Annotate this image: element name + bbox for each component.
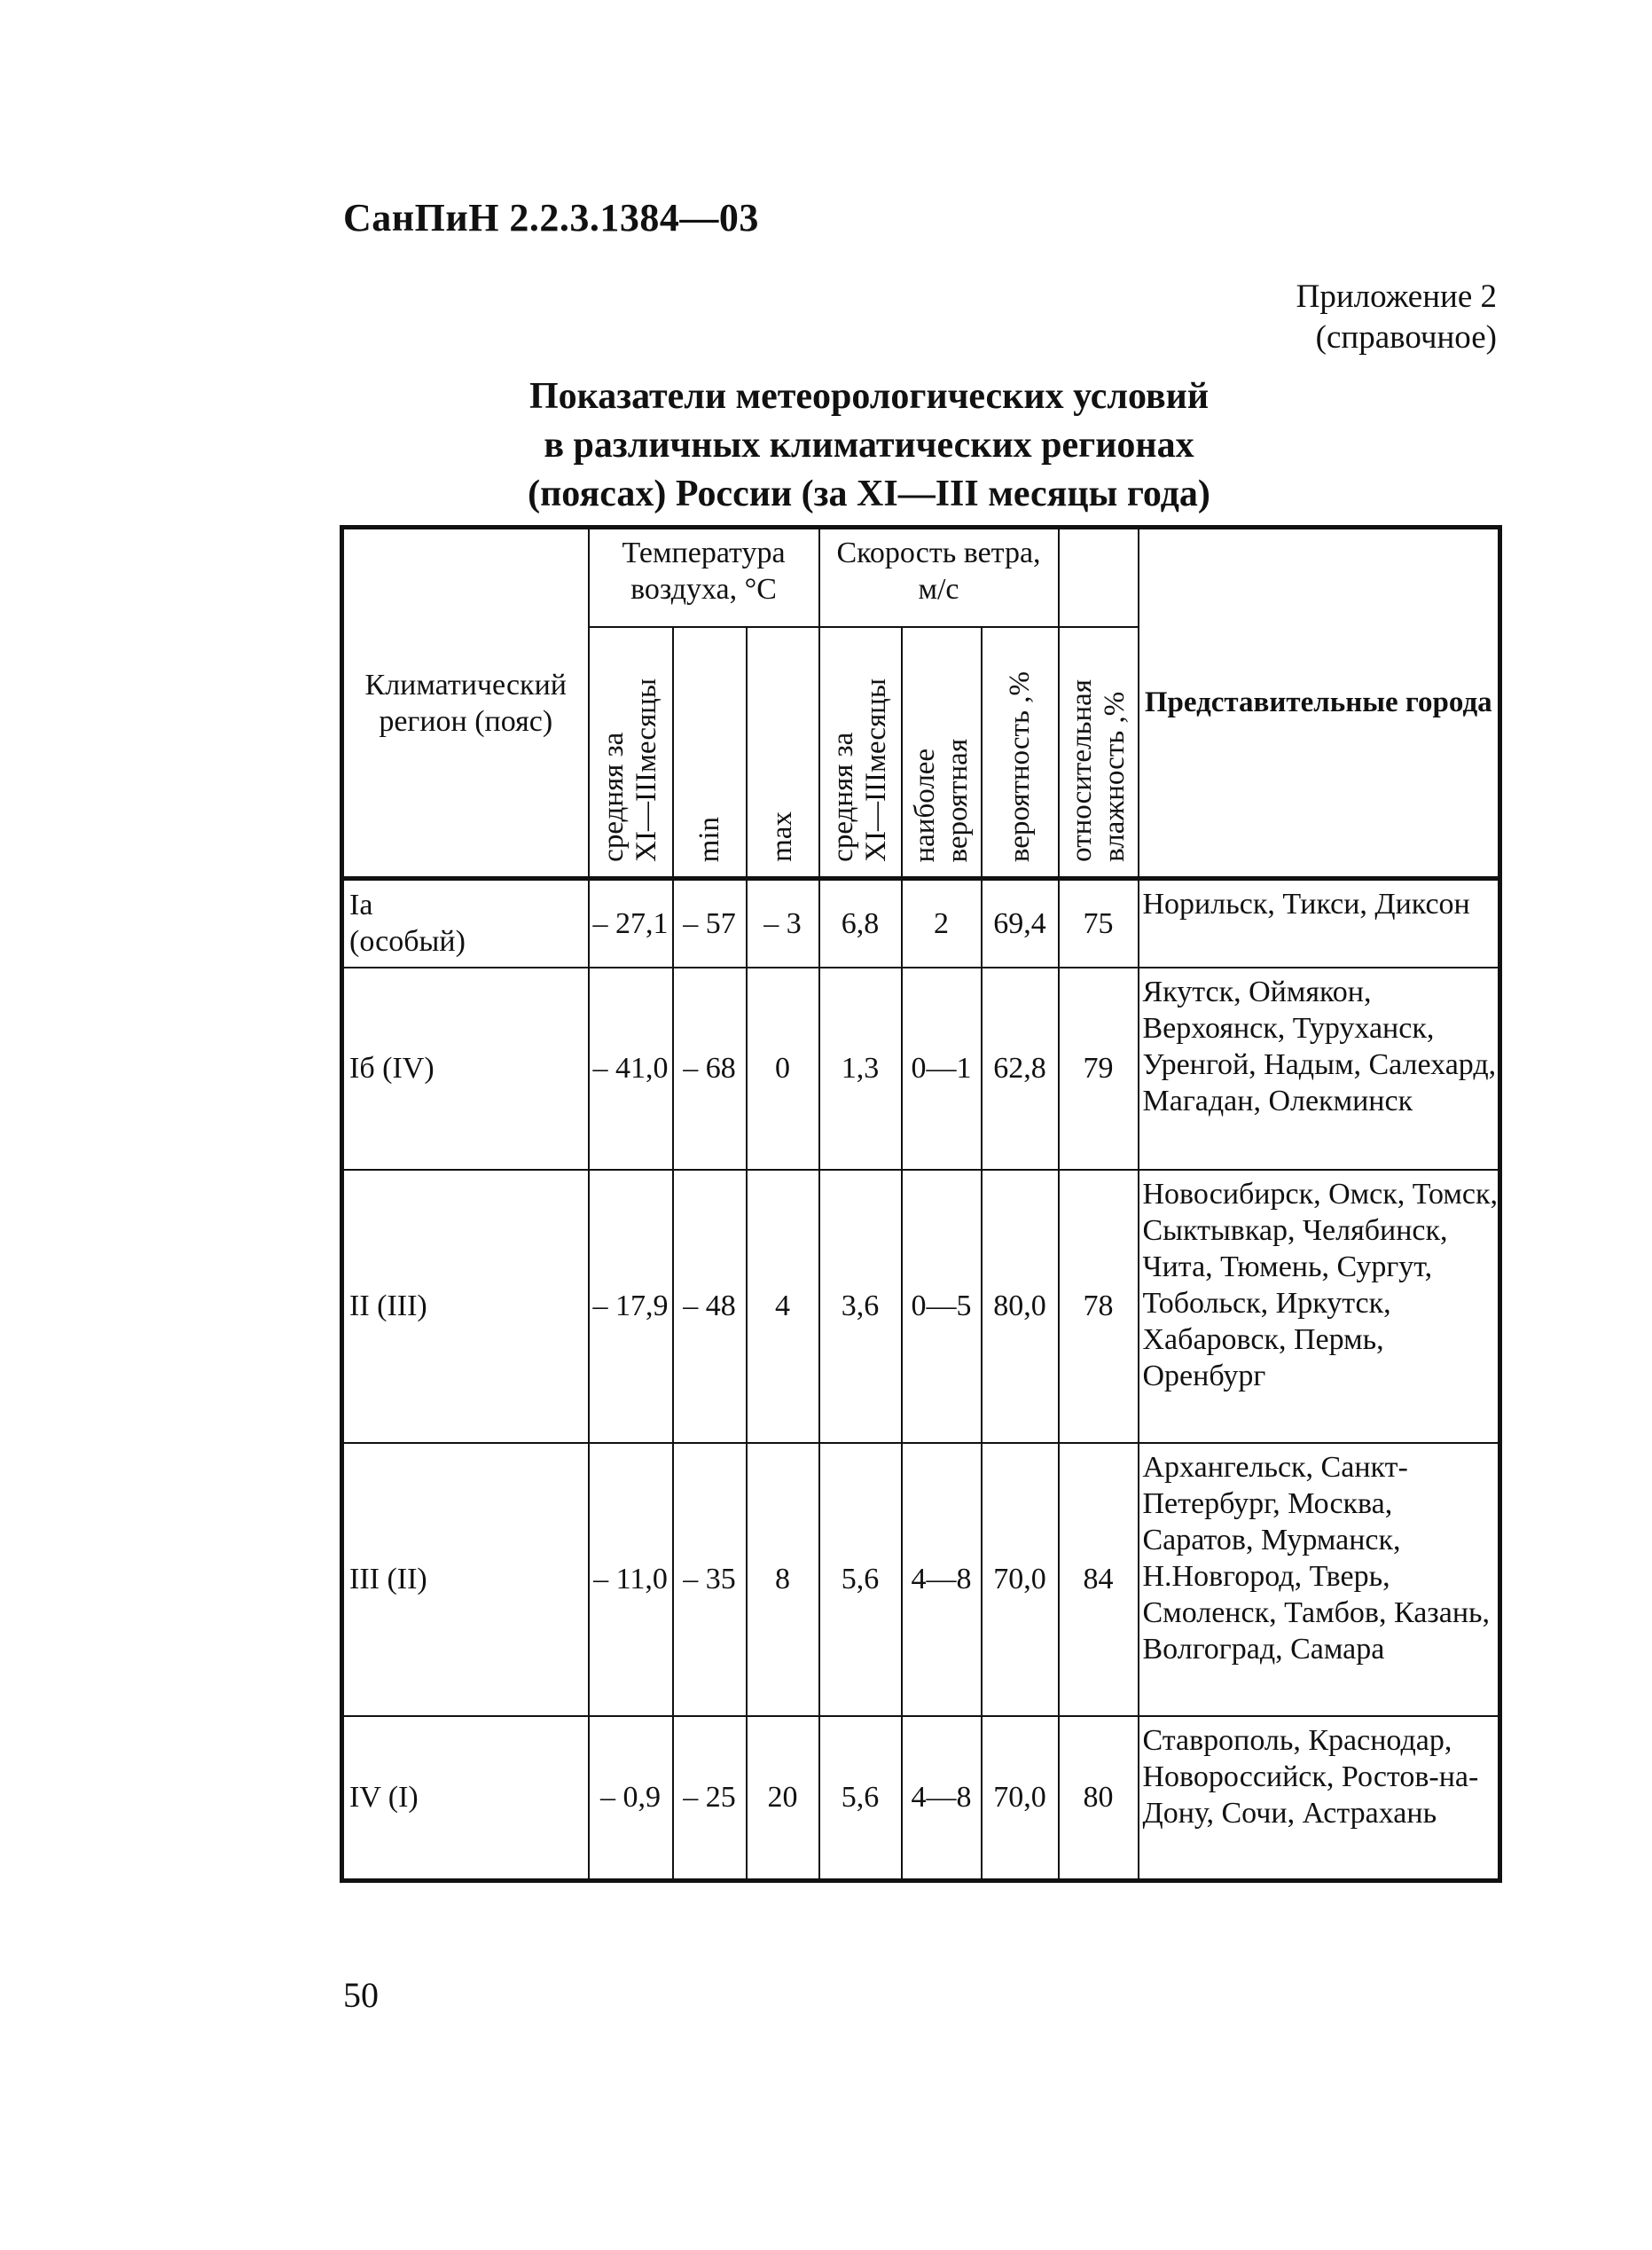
wind-group-header: Скорость ветра, м/с — [819, 528, 1059, 627]
cities-cell: Ставрополь, Краснодар, Новороссийск, Ростов-на-Дону, Сочи, Астрахань — [1139, 1716, 1500, 1881]
cities-cell: Архангельск, Санкт-Петербург, Москва, Саратов, Мурманск, Н.Новгород, Тверь, Смоленск, Тамбов, Казань, Волгоград, Самара — [1139, 1443, 1500, 1716]
region-cell — [342, 879, 589, 968]
humidity-header-text: относительная влажность ,% — [1065, 679, 1131, 862]
wind-avg-cell: 6,8 — [819, 879, 902, 968]
temp-avg-cell: – 17,9 — [589, 1170, 673, 1443]
title-line: Показатели метеорологических условий — [528, 376, 1210, 417]
wind-likely-cell: 4—8 — [902, 1443, 982, 1716]
region-header-line: регион (пояс) — [379, 704, 553, 738]
wind-likely-cell: 0—5 — [902, 1170, 982, 1443]
appendix-number: Приложение 2 — [1296, 278, 1497, 315]
wind-probability-cell: 69,4 — [982, 879, 1059, 968]
humidity-cell: 79 — [1059, 968, 1139, 1170]
region-header-line: Климатический — [364, 668, 567, 702]
temp-min-header-text: min — [693, 816, 725, 862]
wind-probability-cell: 80,0 — [982, 1170, 1059, 1443]
cities-column-header: Представительные города — [1139, 528, 1500, 879]
temp-avg-header — [589, 627, 673, 879]
meteo-table — [340, 525, 1502, 1883]
cities-cell: Новосибирск, Омск, Томск, Сыктывкар, Челябинск, Чита, Тюмень, Сургут, Тобольск, Иркутск, Хабаровск, Пермь, Оренбург — [1139, 1170, 1500, 1443]
header-row-groups — [342, 528, 1500, 627]
region-cell — [342, 968, 589, 1170]
wind-avg-cell: 5,6 — [819, 1716, 902, 1881]
temp-avg-cell: – 11,0 — [589, 1443, 673, 1716]
wind-avg-header — [819, 627, 902, 879]
table-title — [461, 372, 1277, 519]
region-name: IV (I) — [349, 1781, 419, 1815]
region-name: II (III) — [349, 1290, 427, 1322]
region-cell — [342, 1170, 589, 1443]
wind-avg-cell: 3,6 — [819, 1170, 902, 1443]
temp-avg-header-text: средняя за XI—IIIмесяцы — [598, 678, 662, 862]
region-subname: (особый) — [349, 925, 466, 959]
table-row — [342, 1443, 1500, 1716]
region-name: III (II) — [349, 1563, 427, 1595]
humidity-cell: 78 — [1059, 1170, 1139, 1443]
humidity-cell: 75 — [1059, 879, 1139, 968]
humidity-cell: 80 — [1059, 1716, 1139, 1881]
temp-max-header — [747, 627, 819, 879]
appendix-type: (справочное) — [1315, 319, 1497, 356]
wind-likely-header — [902, 627, 982, 879]
page-number: 50 — [343, 1975, 379, 2015]
table-row — [342, 968, 1500, 1170]
wind-avg-header-text: средняя за XI—IIIмесяцы — [827, 678, 892, 862]
temp-max-cell: 0 — [747, 968, 819, 1170]
cities-cell: Норильск, Тикси, Диксон — [1139, 879, 1500, 968]
humidity-group-header — [1059, 528, 1139, 627]
region-cell — [342, 1716, 589, 1881]
table-row — [342, 1170, 1500, 1443]
title-line: (поясах) России (за XI—III месяцы года) — [528, 474, 1210, 514]
temp-avg-cell: – 41,0 — [589, 968, 673, 1170]
temp-max-cell: 20 — [747, 1716, 819, 1881]
humidity-cell: 84 — [1059, 1443, 1139, 1716]
region-name: Iб (IV) — [349, 1052, 435, 1085]
temp-min-cell: – 68 — [673, 968, 747, 1170]
temp-min-header — [673, 627, 747, 879]
temp-avg-cell: – 27,1 — [589, 879, 673, 968]
wind-likely-header-text: наиболее вероятная — [908, 738, 974, 862]
temp-max-cell: 4 — [747, 1170, 819, 1443]
temp-avg-cell: – 0,9 — [589, 1716, 673, 1881]
wind-likely-cell: 0—1 — [902, 968, 982, 1170]
temp-min-cell: – 25 — [673, 1716, 747, 1881]
wind-probability-header — [982, 627, 1059, 879]
table-row — [342, 879, 1500, 968]
title-line: в различных климатических регионах — [544, 425, 1194, 466]
region-cell — [342, 1443, 589, 1716]
wind-likely-cell: 4—8 — [902, 1716, 982, 1881]
wind-likely-cell: 2 — [902, 879, 982, 968]
temp-max-cell: – 3 — [747, 879, 819, 968]
wind-avg-cell: 1,3 — [819, 968, 902, 1170]
wind-probability-cell: 62,8 — [982, 968, 1059, 1170]
appendix-label — [1296, 277, 1497, 358]
wind-probability-cell: 70,0 — [982, 1716, 1059, 1881]
temp-min-cell: – 57 — [673, 879, 747, 968]
temp-max-cell: 8 — [747, 1443, 819, 1716]
temp-max-header-text: max — [766, 811, 798, 862]
document-code: СанПиН 2.2.3.1384—03 — [343, 196, 759, 239]
temp-min-cell: – 48 — [673, 1170, 747, 1443]
wind-avg-cell: 5,6 — [819, 1443, 902, 1716]
cities-cell: Якутск, Оймякон, Верхоянск, Туруханск, Уренгой, Надым, Салехард, Магадан, Олекминск — [1139, 968, 1500, 1170]
temp-min-cell: – 35 — [673, 1443, 747, 1716]
humidity-header — [1059, 627, 1139, 879]
region-name: Iа — [349, 889, 373, 922]
wind-probability-header-text: вероятность ,% — [1003, 670, 1036, 862]
table-row — [342, 1716, 1500, 1881]
temperature-group-header: Температура воздуха, °С — [589, 528, 819, 627]
wind-probability-cell: 70,0 — [982, 1443, 1059, 1716]
region-column-header — [342, 528, 589, 879]
